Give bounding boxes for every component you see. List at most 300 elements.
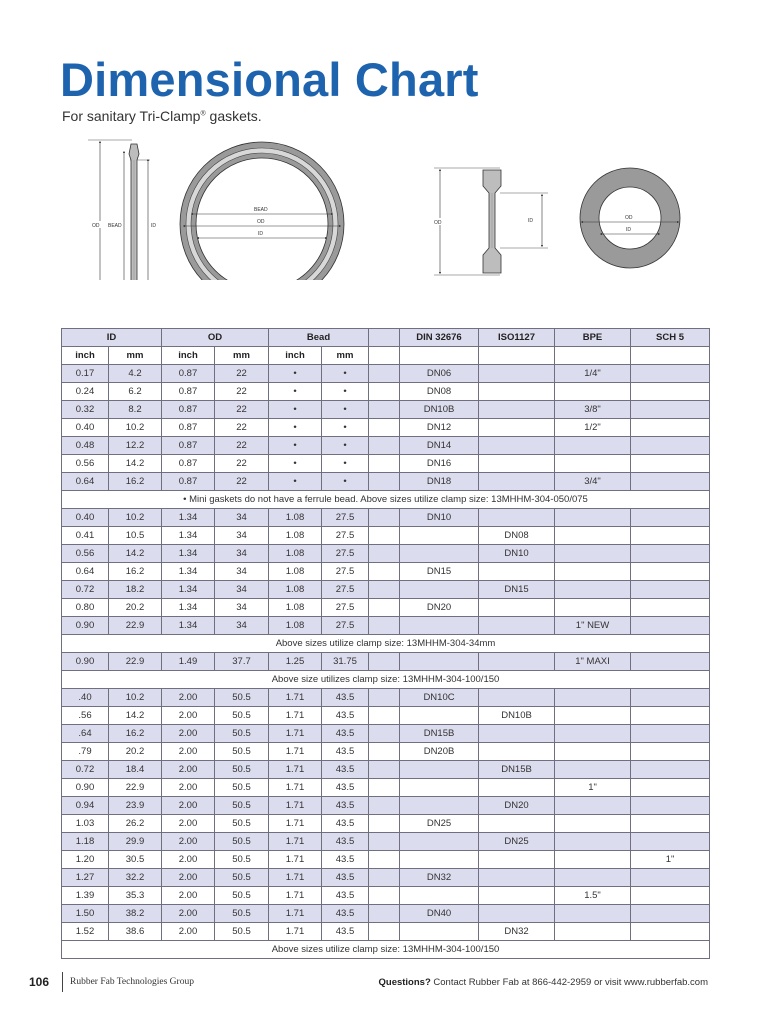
table-cell [631, 761, 710, 779]
table-cell [631, 383, 710, 401]
table-cell: 1.71 [269, 869, 322, 887]
table-cell: 1.34 [162, 599, 215, 617]
table-cell: DN32 [400, 869, 479, 887]
table-cell: 2.00 [162, 779, 215, 797]
table-cell [631, 617, 710, 635]
table-cell: • [269, 455, 322, 473]
table-cell [631, 581, 710, 599]
table-row [62, 527, 710, 545]
table-cell [369, 851, 400, 869]
table-cell [369, 527, 400, 545]
left-profile-bead-label: BEAD [108, 223, 122, 229]
table-cell [555, 743, 631, 761]
table-row [62, 419, 710, 437]
table-cell: 22 [215, 455, 269, 473]
table-cell [555, 689, 631, 707]
table-cell [555, 725, 631, 743]
table-cell [631, 527, 710, 545]
table-note: Above sizes utilize clamp size: 13MHHM-304-100/150 [62, 941, 710, 959]
table-cell: 43.5 [322, 833, 369, 851]
table-note-row [62, 941, 710, 959]
table-cell: 8.2 [109, 401, 162, 419]
table-cell: 1.20 [62, 851, 109, 869]
table-cell: 31.75 [322, 653, 369, 671]
mini-gasket-face-diagram [180, 142, 344, 280]
table-cell: 1.34 [162, 581, 215, 599]
table-row [62, 563, 710, 581]
header-sch5: SCH 5 [631, 329, 710, 347]
table-cell: 2.00 [162, 761, 215, 779]
table-cell: 18.4 [109, 761, 162, 779]
table-cell: 1.71 [269, 887, 322, 905]
header-iso: ISO1127 [479, 329, 555, 347]
table-cell: DN20 [479, 797, 555, 815]
table-cell [555, 833, 631, 851]
table-cell: 1.08 [269, 545, 322, 563]
table-cell: 1.52 [62, 923, 109, 941]
table-cell: 38.2 [109, 905, 162, 923]
table-cell: 1.71 [269, 833, 322, 851]
table-cell: 30.5 [109, 851, 162, 869]
table-cell: 2.00 [162, 797, 215, 815]
table-cell: 0.48 [62, 437, 109, 455]
table-cell: 22 [215, 437, 269, 455]
table-cell: 22 [215, 365, 269, 383]
table-cell: 14.2 [109, 707, 162, 725]
table-cell [369, 473, 400, 491]
table-cell: 2.00 [162, 815, 215, 833]
table-cell [479, 599, 555, 617]
table-cell [369, 653, 400, 671]
table-cell [479, 473, 555, 491]
table-cell [555, 383, 631, 401]
table-cell: 14.2 [109, 545, 162, 563]
table-cell: 1.34 [162, 563, 215, 581]
unit-header: mm [322, 347, 369, 365]
table-note-row [62, 635, 710, 653]
table-cell: 1.50 [62, 905, 109, 923]
table-cell: 1.34 [162, 617, 215, 635]
table-cell: 1.34 [162, 509, 215, 527]
table-cell [369, 689, 400, 707]
table-cell: 1" [631, 851, 710, 869]
table-cell: 18.2 [109, 581, 162, 599]
unit-header: inch [62, 347, 109, 365]
table-cell: 0.17 [62, 365, 109, 383]
table-cell [555, 707, 631, 725]
table-cell: 34 [215, 509, 269, 527]
footer-contact-text: Contact Rubber Fab at 866-442-2959 or visit www.rubberfab.com [430, 977, 708, 988]
table-cell [369, 905, 400, 923]
right-profile-od-label: OD [434, 220, 442, 226]
table-cell [631, 473, 710, 491]
table-row [62, 437, 710, 455]
table-cell: 50.5 [215, 833, 269, 851]
table-cell: 1" MAXI [555, 653, 631, 671]
table-cell [479, 815, 555, 833]
table-cell: • [322, 437, 369, 455]
table-cell: 0.56 [62, 545, 109, 563]
mini-gasket-profile-diagram [88, 140, 158, 280]
table-cell: 2.00 [162, 905, 215, 923]
table-cell [400, 887, 479, 905]
table-cell: .40 [62, 689, 109, 707]
table-cell [555, 851, 631, 869]
table-cell: 1.71 [269, 815, 322, 833]
header-bead: Bead [269, 329, 369, 347]
table-cell: DN10B [479, 707, 555, 725]
table-cell: 1.39 [62, 887, 109, 905]
table-row [62, 581, 710, 599]
table-cell: 27.5 [322, 509, 369, 527]
unit-header [479, 347, 555, 365]
table-cell: • [269, 419, 322, 437]
table-cell: 27.5 [322, 527, 369, 545]
table-cell [631, 725, 710, 743]
table-cell [631, 743, 710, 761]
table-cell [479, 779, 555, 797]
table-cell: 50.5 [215, 689, 269, 707]
table-cell: 0.87 [162, 437, 215, 455]
unit-header [555, 347, 631, 365]
table-cell: 26.2 [109, 815, 162, 833]
table-cell: 22 [215, 473, 269, 491]
table-cell: 20.2 [109, 599, 162, 617]
table-note: Above sizes utilize clamp size: 13MHHM-304-34mm [62, 635, 710, 653]
table-cell [369, 419, 400, 437]
table-cell: 10.2 [109, 509, 162, 527]
table-row [62, 653, 710, 671]
table-cell: 50.5 [215, 869, 269, 887]
table-note: • Mini gaskets do not have a ferrule bead. Above sizes utilize clamp size: 13MHHM-304-050/075 [62, 491, 710, 509]
table-cell: 20.2 [109, 743, 162, 761]
table-cell [400, 923, 479, 941]
table-cell: 1.71 [269, 761, 322, 779]
table-cell: .56 [62, 707, 109, 725]
table-cell [369, 923, 400, 941]
table-cell: DN40 [400, 905, 479, 923]
table-row [62, 689, 710, 707]
table-cell: 1.27 [62, 869, 109, 887]
table-cell [631, 365, 710, 383]
table-cell [555, 545, 631, 563]
table-cell: 27.5 [322, 581, 369, 599]
table-cell [479, 401, 555, 419]
table-cell: 2.00 [162, 689, 215, 707]
table-cell [369, 509, 400, 527]
table-cell: 38.6 [109, 923, 162, 941]
left-face-id-label: ID [258, 231, 263, 237]
table-cell: DN08 [400, 383, 479, 401]
table-row [62, 401, 710, 419]
table-cell: 35.3 [109, 887, 162, 905]
table-cell [555, 563, 631, 581]
header-bpe: BPE [555, 329, 631, 347]
table-cell [400, 545, 479, 563]
table-cell [631, 905, 710, 923]
table-cell [555, 455, 631, 473]
table-cell: 0.87 [162, 473, 215, 491]
unit-header: inch [162, 347, 215, 365]
table-cell [479, 869, 555, 887]
table-cell: 2.00 [162, 923, 215, 941]
table-cell: 22 [215, 419, 269, 437]
table-cell [631, 869, 710, 887]
table-cell: DN20B [400, 743, 479, 761]
table-cell [479, 689, 555, 707]
table-note: Above size utilizes clamp size: 13MHHM-304-100/150 [62, 671, 710, 689]
table-cell: 16.2 [109, 725, 162, 743]
table-row [62, 599, 710, 617]
table-cell [369, 617, 400, 635]
table-row [62, 743, 710, 761]
table-cell [400, 527, 479, 545]
standard-gasket-face-diagram [580, 168, 680, 268]
table-cell: .64 [62, 725, 109, 743]
table-cell: • [269, 437, 322, 455]
table-cell: 3/4" [555, 473, 631, 491]
footer-company: Rubber Fab Technologies Group [70, 977, 194, 987]
table-cell: 0.80 [62, 599, 109, 617]
table-cell [369, 815, 400, 833]
unit-header [631, 347, 710, 365]
table-row [62, 707, 710, 725]
table-cell: 1" NEW [555, 617, 631, 635]
table-row [62, 365, 710, 383]
table-cell: 27.5 [322, 617, 369, 635]
table-cell: 50.5 [215, 707, 269, 725]
table-cell: 0.64 [62, 473, 109, 491]
table-row [62, 797, 710, 815]
unit-header: mm [215, 347, 269, 365]
right-face-od-label: OD [625, 215, 633, 221]
table-cell [555, 527, 631, 545]
table-cell: 43.5 [322, 923, 369, 941]
table-cell [555, 437, 631, 455]
table-cell: 29.9 [109, 833, 162, 851]
table-cell: 6.2 [109, 383, 162, 401]
table-cell: DN25 [400, 815, 479, 833]
table-cell: 16.2 [109, 473, 162, 491]
table-cell: 0.90 [62, 617, 109, 635]
table-cell: 1.71 [269, 779, 322, 797]
table-cell: 1.71 [269, 797, 322, 815]
table-cell [479, 887, 555, 905]
table-cell [400, 833, 479, 851]
table-cell: .79 [62, 743, 109, 761]
table-cell [479, 509, 555, 527]
table-cell [631, 707, 710, 725]
table-row [62, 761, 710, 779]
table-cell: 10.2 [109, 689, 162, 707]
table-cell [555, 599, 631, 617]
unit-header [369, 347, 400, 365]
table-cell: • [322, 365, 369, 383]
table-cell: DN10 [479, 545, 555, 563]
table-cell: 1.08 [269, 527, 322, 545]
table-row [62, 473, 710, 491]
table-cell: 43.5 [322, 905, 369, 923]
table-cell: 1.71 [269, 923, 322, 941]
table-cell [631, 779, 710, 797]
table-cell: 1.5" [555, 887, 631, 905]
table-cell: 0.87 [162, 401, 215, 419]
table-cell [631, 509, 710, 527]
table-cell [400, 797, 479, 815]
table-cell: 43.5 [322, 707, 369, 725]
table-cell: 43.5 [322, 743, 369, 761]
right-profile-id-label: ID [528, 218, 533, 224]
table-cell [369, 869, 400, 887]
table-cell: 34 [215, 563, 269, 581]
table-cell: 1.08 [269, 599, 322, 617]
table-cell: 27.5 [322, 599, 369, 617]
footer-divider [62, 972, 63, 992]
table-cell [400, 707, 479, 725]
table-cell: 2.00 [162, 851, 215, 869]
table-cell: 10.2 [109, 419, 162, 437]
table-cell [479, 383, 555, 401]
table-cell: 1.71 [269, 725, 322, 743]
table-cell [555, 797, 631, 815]
table-cell: 43.5 [322, 761, 369, 779]
table-cell: 27.5 [322, 545, 369, 563]
table-cell: 2.00 [162, 887, 215, 905]
table-cell [631, 401, 710, 419]
table-cell [555, 581, 631, 599]
table-cell [631, 815, 710, 833]
table-cell: 1.03 [62, 815, 109, 833]
table-cell: 0.90 [62, 653, 109, 671]
table-cell [369, 383, 400, 401]
table-cell [479, 905, 555, 923]
table-cell: 1.49 [162, 653, 215, 671]
table-row [62, 545, 710, 563]
table-cell: 0.40 [62, 509, 109, 527]
table-cell: DN16 [400, 455, 479, 473]
table-cell: DN10B [400, 401, 479, 419]
table-row [62, 509, 710, 527]
table-cell [400, 581, 479, 599]
table-cell [555, 923, 631, 941]
subtitle-text: For sanitary Tri-Clamp [62, 108, 201, 124]
table-cell [631, 689, 710, 707]
table-group-header-row [62, 329, 710, 347]
table-cell [400, 617, 479, 635]
unit-header: mm [109, 347, 162, 365]
table-cell [631, 563, 710, 581]
table-cell [555, 905, 631, 923]
page-subtitle [62, 108, 262, 124]
table-cell: 12.2 [109, 437, 162, 455]
table-cell [631, 887, 710, 905]
table-cell: 0.90 [62, 779, 109, 797]
table-cell: 1.08 [269, 509, 322, 527]
table-cell: DN10 [400, 509, 479, 527]
table-cell: 10.5 [109, 527, 162, 545]
table-row [62, 851, 710, 869]
table-cell [479, 437, 555, 455]
table-cell: DN14 [400, 437, 479, 455]
table-cell: • [269, 401, 322, 419]
table-cell: 0.87 [162, 383, 215, 401]
table-cell: DN32 [479, 923, 555, 941]
table-cell: 50.5 [215, 779, 269, 797]
table-row [62, 383, 710, 401]
table-cell: DN15 [479, 581, 555, 599]
table-cell: 34 [215, 599, 269, 617]
table-cell: 50.5 [215, 761, 269, 779]
table-cell [400, 761, 479, 779]
table-cell: 43.5 [322, 689, 369, 707]
table-cell: 1.34 [162, 545, 215, 563]
table-cell: 1.71 [269, 707, 322, 725]
table-row [62, 923, 710, 941]
table-cell [369, 401, 400, 419]
table-cell: 43.5 [322, 851, 369, 869]
table-cell: DN15B [479, 761, 555, 779]
header-od: OD [162, 329, 269, 347]
table-cell: 0.87 [162, 365, 215, 383]
table-cell: 4.2 [109, 365, 162, 383]
table-cell: 0.32 [62, 401, 109, 419]
table-cell: DN18 [400, 473, 479, 491]
table-cell [369, 833, 400, 851]
table-cell: 1.71 [269, 905, 322, 923]
table-cell: 43.5 [322, 797, 369, 815]
table-cell: DN10C [400, 689, 479, 707]
table-cell: • [322, 401, 369, 419]
left-face-od-label: OD [257, 219, 265, 225]
registered-mark: ® [200, 110, 206, 118]
table-cell: DN25 [479, 833, 555, 851]
table-cell: DN15 [400, 563, 479, 581]
table-cell [479, 563, 555, 581]
table-cell [631, 797, 710, 815]
table-row [62, 905, 710, 923]
table-cell [369, 725, 400, 743]
table-cell [555, 869, 631, 887]
right-face-id-label: ID [626, 227, 631, 233]
table-cell: 43.5 [322, 869, 369, 887]
table-cell: 22 [215, 383, 269, 401]
gasket-diagrams [0, 130, 768, 280]
table-cell: 2.00 [162, 743, 215, 761]
table-cell [479, 743, 555, 761]
table-cell [369, 563, 400, 581]
table-cell: 0.40 [62, 419, 109, 437]
table-cell: 0.41 [62, 527, 109, 545]
table-cell: 0.94 [62, 797, 109, 815]
dimensional-table [61, 328, 710, 959]
table-row [62, 833, 710, 851]
footer-questions-label: Questions? [378, 977, 431, 988]
table-unit-header-row [62, 347, 710, 365]
table-cell [400, 779, 479, 797]
table-cell [369, 707, 400, 725]
table-cell: 2.00 [162, 833, 215, 851]
table-row [62, 815, 710, 833]
table-cell: • [322, 455, 369, 473]
table-cell [555, 815, 631, 833]
table-cell [631, 437, 710, 455]
table-cell: 0.72 [62, 581, 109, 599]
table-cell [631, 455, 710, 473]
table-cell: • [322, 473, 369, 491]
table-cell: 1/4" [555, 365, 631, 383]
table-cell [479, 617, 555, 635]
table-cell: 1/2" [555, 419, 631, 437]
